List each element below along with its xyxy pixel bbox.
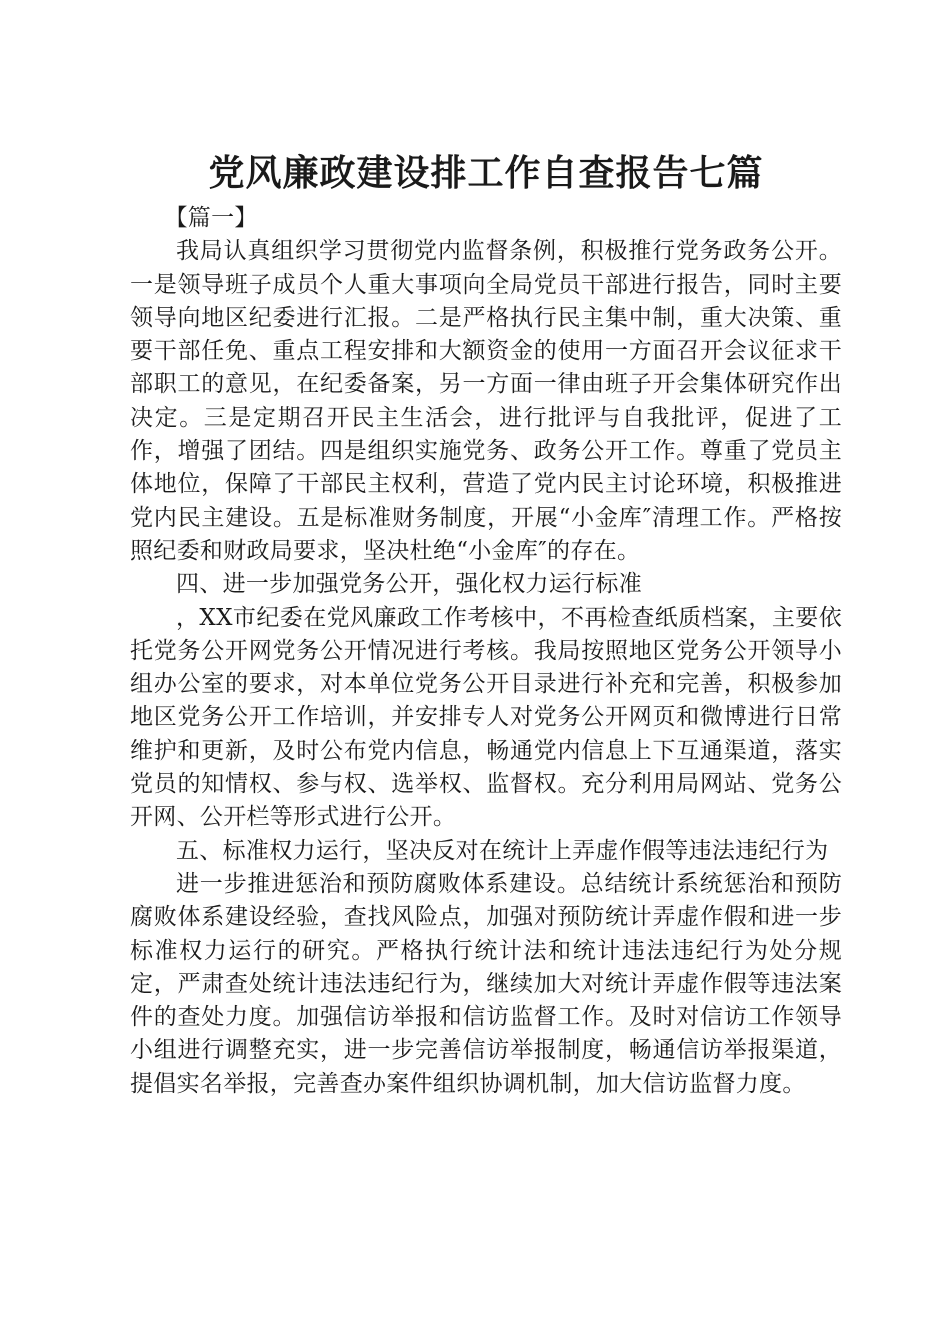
paragraph-3: 进一步推进惩治和预防腐败体系建设。总结统计系统惩治和预防腐败体系建设经验，查找风险点，加强对预防统计弄虚作假和进一步标准权力运行的研究。严格执行统计法和统计违法违纪行为处分规定，严肃查处统计违法违纪行为，继续加大对统计弄虚作假等违法案件的查处力度。加强信访举报和信访监督工作。及时对信访工作领导小组进行调整充实，进一步完善信访举报制度，畅通信访举报渠道，提倡实名举报，完善查办案件组织协调机制，加大信访监督力度。 [130,870,842,1097]
paragraph-1: 我局认真组织学习贯彻党内监督条例，积极推行党务政务公开。一是领导班子成员个人重大事项向全局党员干部进行报告，同时主要领导向地区纪委进行汇报。二是严格执行民主集中制，重大决策、重要干部任免、重点工程安排和大额资金的使用一方面召开会议征求干部职工的意见，在纪委备案，另一方面一律由班子开会集体研究作出决定。三是定期召开民主生活会，进行批评与自我批评，促进了工作，增强了团结。四是组织实施党务、政务公开工作。尊重了党员主体地位，保障了干部民主权利，营造了党内民主讨论环境，积极推进党内民主建设。五是标准财务制度，开展“小金库″清理工作。严格按照纪委和财政局要求，坚决杜绝“小金库″的存在。 [130,238,842,564]
section-label: 【篇一】 [164,205,258,231]
document-page [130,150,842,1101]
heading-section-4: 四、进一步加强党务公开，强化权力运行标准 [176,571,642,598]
heading-section-5: 五、标准权力运行，坚决反对在统计上弄虚作假等违法违纪行为 [176,837,829,864]
document-title: 党风廉政建设排工作自查报告七篇 [208,153,764,194]
paragraph-2: ，XX市纪委在党风廉政工作考核中，不再检查纸质档案，主要依托党务公开网党务公开情况进行考核。我局按照地区党务公开领导小组办公室的要求，对本单位党务公开目录进行补充和完善，积极参加地区党务公开工作培训，并安排专人对党务公开网页和微博进行日常维护和更新，及时公布党内信息，畅通党内信息上下互通渠道，落实党员的知情权、参与权、选举权、监督权。充分利用局网站、党务公开网、公开栏等形式进行公开。 [130,604,842,831]
document-body [130,202,842,1101]
